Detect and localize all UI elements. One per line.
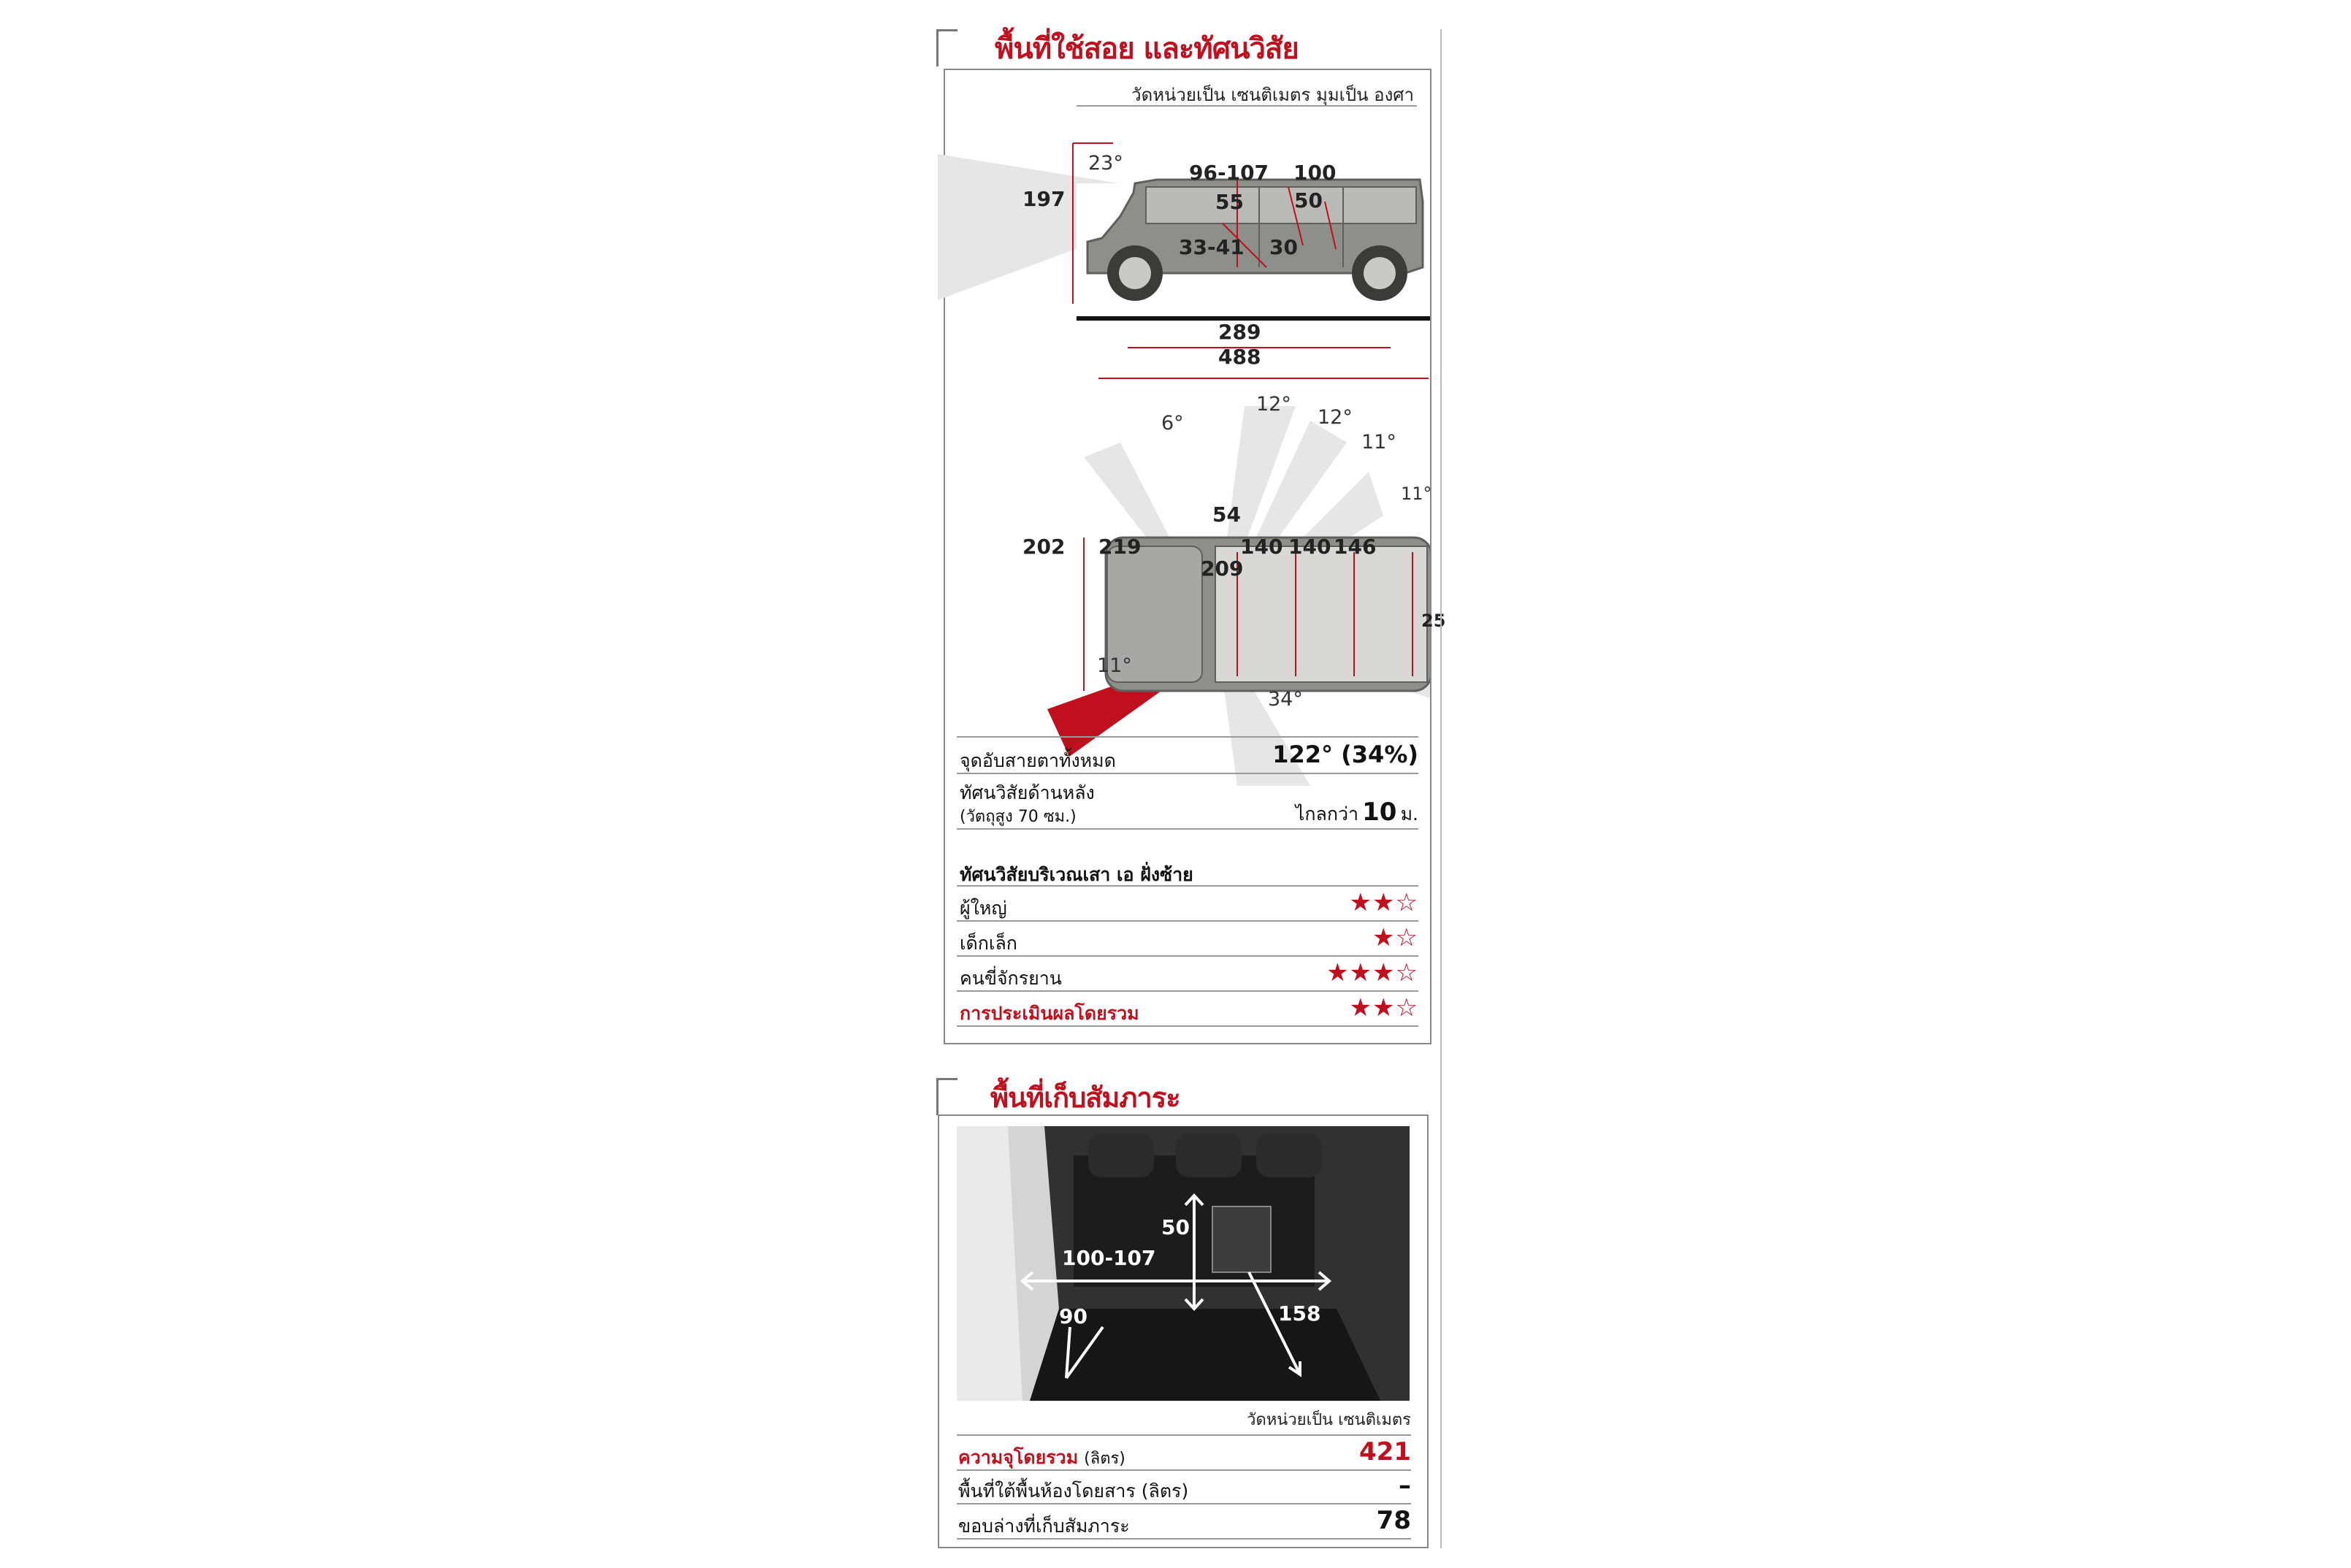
dim-legroom-front: 33-41 [1179, 235, 1245, 259]
dim-legroom-rear: 30 [1269, 235, 1298, 259]
pillar-row [957, 957, 1418, 992]
unit-note-rule [1077, 105, 1417, 107]
dim-seat-front: 55 [1215, 190, 1244, 214]
cargo-photo-drawing [957, 1126, 1410, 1401]
cargo-capacity-label [958, 1443, 1125, 1472]
cargo-dim-diagonal: 158 [1278, 1301, 1321, 1326]
blind-spot-percent: (34%) [1341, 741, 1418, 768]
pillar-heading: ทัศนวิสัยบริเวณเสา เอ ฝั่งซ้าย [960, 864, 1193, 885]
rear-vis-prefix: ไกลกว่า [1295, 803, 1359, 825]
headrest [1176, 1133, 1242, 1177]
cargo-dim-width: 100-107 [1062, 1246, 1156, 1270]
cargo-unit-note: วัดหน่วยเป็น เซนติเมตร [1247, 1411, 1411, 1429]
underfloor-row [957, 1469, 1411, 1504]
pillar-row-label: เด็กเล็ก [960, 933, 1017, 954]
section2-table [957, 1434, 1411, 1544]
angle-windshield: 23° [1088, 152, 1123, 175]
cargo-capacity-label-text: ความจุโดยรวม [958, 1447, 1079, 1468]
section2-corner-mark [936, 1078, 957, 1115]
blind-spot-value [1272, 741, 1418, 768]
dim-width-body: 219 [1098, 535, 1142, 559]
cargo-photo [957, 1126, 1410, 1401]
dim-54: 54 [1212, 502, 1241, 527]
dim-length: 488 [1218, 345, 1261, 369]
blind-spot-row [957, 736, 1418, 774]
dim-seat-rear: 50 [1294, 188, 1323, 213]
blind-spot-degrees: 122° [1272, 741, 1334, 768]
blind-spot-label: จุดอับสายตาทั้งหมด [960, 750, 1116, 771]
dim-height: 197 [1022, 187, 1066, 211]
section1-corner-mark [936, 29, 957, 66]
load-lip-label: ขอบล่างที่เก็บสัมภาระ [958, 1515, 1130, 1537]
rear-vis-value [1296, 798, 1418, 829]
angle-12-right: 12° [1318, 406, 1353, 429]
load-lip-row [957, 1504, 1411, 1540]
section1-unit-note: วัดหน่วยเป็น เซนติเมตร มุมเป็น องศา [1131, 85, 1414, 105]
dim-209: 209 [1201, 557, 1244, 581]
dim-headroom-front: 96-107 [1189, 161, 1269, 185]
angle-11-upper: 11° [1361, 431, 1396, 454]
cargo-capacity-value: 421 [1359, 1437, 1411, 1466]
cargo-dim-height: 50 [1161, 1215, 1190, 1239]
pillar-row [957, 922, 1418, 957]
cargo-dim-depth: 90 [1059, 1304, 1087, 1328]
rating-stars: ★★★☆ [1326, 958, 1418, 987]
dim-140-rear: 140 [1288, 535, 1331, 559]
dim-width-mirrors: 202 [1022, 535, 1066, 559]
underfloor-label: พื้นที่ใต้พื้นห้องโดยสาร (ลิตร) [958, 1480, 1189, 1502]
dim-25: 25 [1421, 611, 1446, 631]
rear-vis-number: 10 [1362, 798, 1397, 827]
pillar-row-label: ผู้ใหญ่ [960, 898, 1007, 919]
headrest [1256, 1133, 1322, 1177]
dim-wheelbase: 289 [1218, 320, 1261, 344]
column-divider [1440, 29, 1442, 1548]
angle-34: 34° [1268, 688, 1303, 711]
section2-title: พื้นที่เก็บสัมภาระ [990, 1082, 1180, 1114]
pillar-row-label: คนขี่จักรยาน [960, 968, 1062, 989]
pillar-row [957, 887, 1418, 922]
angle-11-side: 11° [1401, 483, 1432, 504]
load-lip-value: 78 [1376, 1506, 1411, 1535]
overall-rating-stars: ★★☆ [1349, 993, 1418, 1022]
cargo-capacity-unit: (ลิตร) [1084, 1450, 1125, 1468]
rating-stars: ★☆ [1372, 923, 1418, 952]
angle-6: 6° [1161, 412, 1184, 435]
section1-title: พื้นที่ใช้สอย และทัศนวิสัย [995, 32, 1299, 66]
vehicle-top-silhouette [1106, 538, 1430, 691]
angle-12-left: 12° [1256, 393, 1291, 416]
section2-panel [938, 1114, 1429, 1548]
cargo-capacity-row [957, 1434, 1411, 1471]
section1-panel [944, 69, 1446, 1044]
rear-vis-sub: (วัตถุสูง 70 ซม.) [960, 808, 1077, 826]
rating-stars: ★★☆ [1349, 888, 1418, 917]
section1-table [957, 736, 1418, 1028]
dim-140-front: 140 [1240, 535, 1283, 559]
dim-146: 146 [1334, 535, 1377, 559]
pillar-overall-row [957, 992, 1418, 1027]
rear-vis-unit: ม. [1400, 803, 1418, 825]
overall-rating-label: การประเมินผลโดยรวม [960, 1003, 1139, 1024]
angle-11-red: 11° [1097, 654, 1132, 677]
underfloor-value: – [1399, 1471, 1411, 1500]
pillar-heading-row [957, 830, 1418, 887]
rear-vis-row [957, 773, 1418, 830]
dim-headroom-rear: 100 [1293, 161, 1337, 185]
headrest [1088, 1133, 1154, 1177]
rear-vis-label: ทัศนวิสัยด้านหลัง [960, 782, 1095, 803]
